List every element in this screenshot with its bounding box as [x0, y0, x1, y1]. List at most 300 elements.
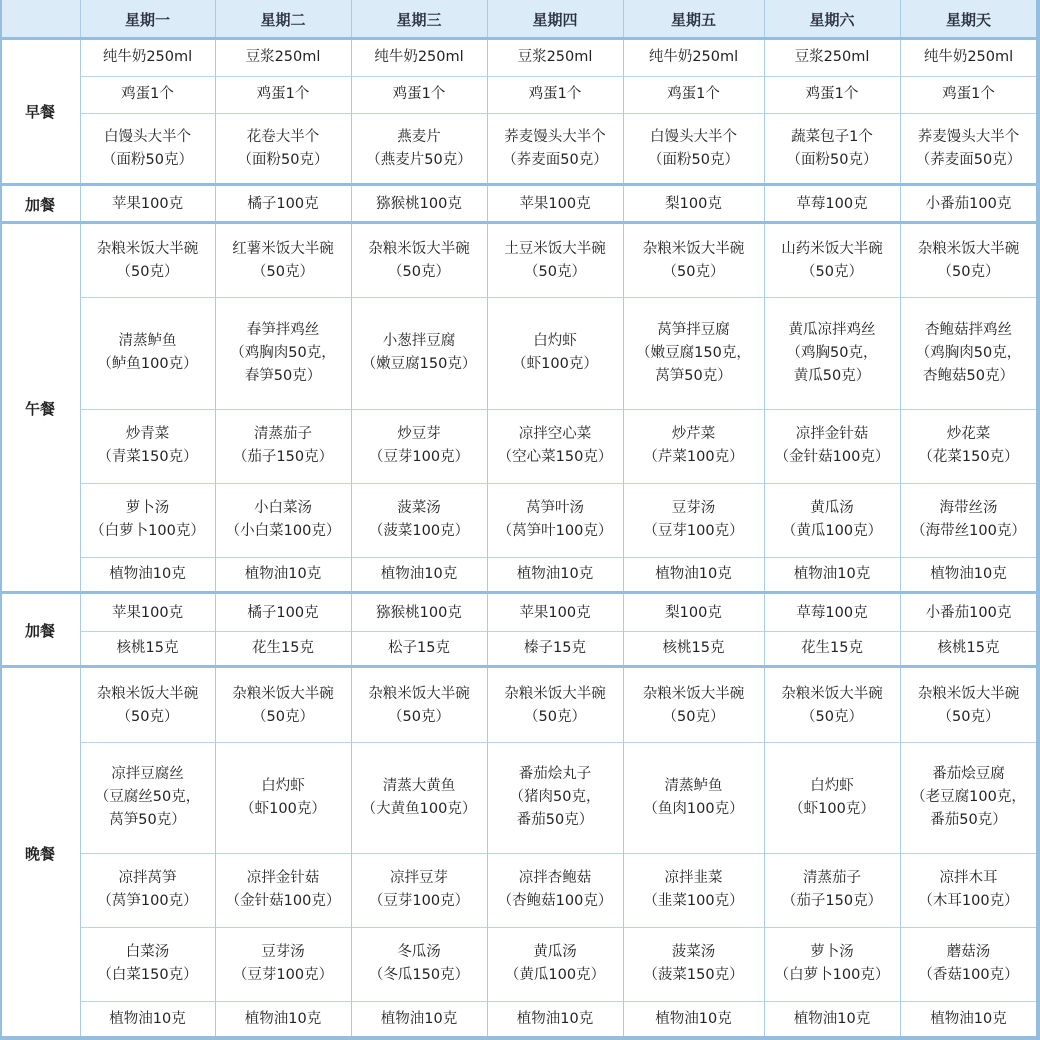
- menu-cell: [351, 1001, 487, 1037]
- menu-cell: [623, 76, 764, 113]
- menu-cell: [215, 187, 351, 222]
- menu-cell: [900, 297, 1037, 409]
- menu-cell: [487, 595, 623, 631]
- menu-line: （茄子150克）: [232, 449, 334, 465]
- row-divider: [80, 927, 1037, 928]
- day-header: 星期二: [215, 0, 351, 38]
- menu-cell: [215, 1001, 351, 1037]
- menu-cell: [351, 669, 487, 742]
- menu-line: 小白菜汤: [254, 500, 312, 516]
- menu-line: （白萝卜100克）: [90, 523, 205, 539]
- row-divider: [80, 631, 1037, 632]
- menu-cell: [764, 113, 900, 184]
- menu-cell: [487, 225, 623, 297]
- menu-line: 番茄烩丸子: [518, 766, 592, 782]
- menu-cell: [351, 76, 487, 113]
- menu-line: 凉拌豆腐丝: [111, 766, 184, 782]
- column-divider: [80, 0, 81, 1040]
- menu-line: 草莓100克: [796, 604, 868, 621]
- menu-cell: [351, 853, 487, 927]
- row-divider: [80, 742, 1037, 743]
- menu-line: （莴笋叶100克）: [497, 523, 613, 539]
- menu-line: 山药米饭大半碗: [781, 241, 883, 257]
- menu-line: （金针菇100克）: [774, 449, 890, 465]
- menu-line: 植物油10克: [930, 566, 1007, 582]
- column-divider: [900, 0, 901, 1040]
- menu-line: （海带丝100克）: [911, 523, 1026, 539]
- menu-line: 白馒头大半个: [104, 128, 191, 145]
- menu-cell: [623, 853, 764, 927]
- menu-line: 植物油10克: [109, 566, 186, 582]
- menu-cell: [80, 853, 215, 927]
- row-divider: [80, 1001, 1037, 1002]
- menu-cell: [351, 927, 487, 1001]
- menu-line: 植物油10克: [380, 1010, 458, 1027]
- menu-line: （冬瓜150克）: [368, 967, 470, 983]
- menu-line: 苹果100克: [111, 604, 184, 621]
- menu-line: 杂粮米饭大半碗: [781, 685, 883, 702]
- section-divider: [0, 183, 1040, 186]
- menu-cell: [80, 742, 215, 853]
- menu-line: （50克）: [937, 708, 1000, 725]
- menu-cell: [764, 1001, 900, 1037]
- menu-line: 炒青菜: [125, 426, 170, 442]
- menu-line: 萝卜汤: [810, 944, 854, 960]
- menu-line: （青菜150克）: [97, 449, 198, 465]
- menu-line: （黄瓜100克）: [504, 967, 606, 983]
- menu-cell: [80, 297, 215, 409]
- menu-cell: [900, 742, 1037, 853]
- menu-cell: [215, 927, 351, 1001]
- menu-cell: [80, 631, 215, 666]
- menu-line: 核桃15克: [116, 640, 179, 656]
- menu-line: 松子15克: [388, 640, 450, 656]
- menu-line: 凉拌莴笋: [118, 870, 177, 886]
- menu-line: 清蒸大黄鱼: [382, 777, 456, 794]
- menu-line: （鲈鱼100克）: [97, 356, 198, 372]
- menu-line: 白馒头大半个: [650, 128, 737, 145]
- section-divider: [0, 665, 1040, 668]
- menu-line: （鸡胸肉50克，: [915, 344, 1022, 361]
- menu-cell: [623, 409, 764, 483]
- menu-line: 植物油10克: [244, 1010, 322, 1027]
- menu-cell: [215, 76, 351, 113]
- menu-line: 鸡蛋1个: [392, 86, 446, 102]
- menu-line: （鸡胸肉50克，: [230, 344, 336, 361]
- menu-cell: [80, 38, 215, 76]
- menu-cell: [764, 483, 900, 557]
- menu-cell: [623, 187, 764, 222]
- menu-line: 杂粮米饭大半碗: [642, 241, 745, 257]
- row-divider: [80, 113, 1037, 114]
- menu-line: （豆芽100克）: [643, 523, 744, 539]
- menu-line: （50克）: [252, 708, 314, 725]
- menu-line: （50克）: [116, 264, 179, 280]
- menu-line: （荞麦面50克）: [915, 151, 1022, 168]
- menu-line: 草莓100克: [796, 196, 868, 212]
- menu-line: 白灼虾: [533, 333, 577, 349]
- row-divider: [80, 76, 1037, 77]
- menu-line: （老豆腐100克，: [911, 789, 1026, 805]
- menu-line: 花卷大半个: [246, 128, 320, 145]
- menu-line: （大黄鱼100克）: [361, 800, 477, 817]
- menu-cell: [900, 225, 1037, 297]
- menu-cell: [900, 483, 1037, 557]
- menu-line: 杂粮米饭大半碗: [504, 685, 606, 702]
- menu-cell: [351, 297, 487, 409]
- menu-line: 杂粮米饭大半碗: [96, 685, 199, 702]
- menu-line: （豆芽100克）: [232, 967, 334, 983]
- menu-cell: [764, 742, 900, 853]
- menu-line: （莴笋100克）: [97, 893, 198, 909]
- menu-line: 植物油10克: [109, 1010, 186, 1027]
- menu-line: 杏鲍菇50克）: [923, 367, 1014, 384]
- menu-line: （白萝卜100克）: [774, 967, 890, 983]
- menu-line: 荞麦馒头大半个: [917, 128, 1020, 145]
- day-header: 星期天: [900, 0, 1037, 38]
- menu-cell: [623, 113, 764, 184]
- menu-cell: [623, 927, 764, 1001]
- column-divider: [623, 0, 624, 1040]
- menu-line: 海带丝汤: [939, 500, 998, 516]
- menu-line: （韭菜100克）: [643, 893, 744, 909]
- menu-line: 杂粮米饭大半碗: [368, 241, 470, 257]
- menu-cell: [764, 187, 900, 222]
- menu-cell: [80, 483, 215, 557]
- meal-label: 加餐: [0, 187, 80, 222]
- menu-line: （白菜150克）: [97, 967, 198, 983]
- row-divider: [80, 853, 1037, 854]
- menu-cell: [900, 631, 1037, 666]
- menu-line: 杂粮米饭大半碗: [96, 241, 199, 257]
- menu-line: （金针菇100克）: [225, 893, 341, 909]
- menu-cell: [215, 297, 351, 409]
- menu-line: 榛子15克: [524, 640, 586, 656]
- table-border: [0, 0, 2, 1040]
- menu-line: 黄瓜汤: [533, 944, 577, 960]
- menu-cell: [623, 595, 764, 631]
- menu-line: 荞麦馒头大半个: [504, 128, 606, 145]
- menu-line: 鸡蛋1个: [528, 86, 582, 102]
- menu-line: 鸡蛋1个: [121, 86, 174, 102]
- menu-line: 杂粮米饭大半碗: [642, 685, 745, 702]
- menu-line: 清蒸鲈鱼: [664, 777, 723, 794]
- menu-line: 春笋50克）: [244, 367, 322, 384]
- menu-line: 凉拌豆芽: [390, 870, 448, 886]
- menu-cell: [80, 225, 215, 297]
- menu-line: 土豆米饭大半碗: [504, 241, 606, 257]
- section-divider: [0, 37, 1040, 40]
- menu-cell: [764, 631, 900, 666]
- menu-cell: [215, 225, 351, 297]
- menu-line: 橘子100克: [247, 196, 319, 212]
- menu-line: 纯牛奶250ml: [374, 48, 464, 65]
- menu-line: 莴笋50克）: [109, 812, 186, 828]
- menu-cell: [215, 38, 351, 76]
- menu-line: 萝卜汤: [125, 500, 170, 516]
- menu-line: （50克）: [116, 708, 179, 725]
- menu-line: （50克）: [388, 264, 450, 280]
- menu-line: 苹果100克: [519, 604, 591, 621]
- menu-cell: [351, 187, 487, 222]
- menu-line: 凉拌金针菇: [246, 870, 320, 886]
- menu-line: （空心菜150克）: [497, 449, 613, 465]
- menu-cell: [487, 669, 623, 742]
- menu-cell: [487, 631, 623, 666]
- menu-line: （菠菜150克）: [643, 967, 744, 983]
- menu-line: 鸡蛋1个: [667, 86, 720, 102]
- menu-line: 燕麦片: [397, 128, 441, 145]
- menu-cell: [487, 409, 623, 483]
- menu-line: （面粉50克）: [786, 151, 878, 168]
- menu-cell: [80, 113, 215, 184]
- menu-line: 清蒸茄子: [254, 426, 312, 442]
- menu-cell: [80, 595, 215, 631]
- menu-line: 梨100克: [665, 604, 722, 621]
- menu-cell: [215, 631, 351, 666]
- menu-cell: [80, 557, 215, 592]
- menu-cell: [487, 742, 623, 853]
- row-divider: [80, 297, 1037, 298]
- menu-cell: [623, 669, 764, 742]
- menu-line: 番茄50克）: [930, 812, 1007, 828]
- menu-line: 植物油10克: [793, 566, 871, 582]
- menu-cell: [900, 669, 1037, 742]
- menu-cell: [351, 557, 487, 592]
- menu-line: 炒芹菜: [671, 426, 716, 442]
- menu-line: 植物油10克: [516, 1010, 594, 1027]
- menu-cell: [900, 927, 1037, 1001]
- menu-cell: [487, 187, 623, 222]
- menu-line: 蘑菇汤: [946, 944, 991, 960]
- menu-line: 橘子100克: [247, 604, 319, 621]
- menu-cell: [351, 483, 487, 557]
- menu-cell: [764, 927, 900, 1001]
- menu-line: （花菜150克）: [918, 449, 1019, 465]
- menu-line: 莴笋拌豆腐: [657, 321, 730, 338]
- menu-line: 猕猴桃100克: [376, 604, 462, 621]
- day-header: 星期一: [80, 0, 215, 38]
- menu-line: （面粉50克）: [237, 151, 329, 168]
- menu-line: （黄瓜100克）: [781, 523, 883, 539]
- row-divider: [80, 483, 1037, 484]
- menu-cell: [487, 38, 623, 76]
- menu-line: （50克）: [662, 708, 725, 725]
- menu-cell: [764, 853, 900, 927]
- menu-line: （小白菜100克）: [225, 523, 341, 539]
- menu-cell: [764, 669, 900, 742]
- menu-line: 炒豆芽: [397, 426, 441, 442]
- menu-line: 苹果100克: [519, 196, 591, 212]
- menu-cell: [80, 187, 215, 222]
- menu-cell: [351, 409, 487, 483]
- menu-line: （杏鲍菇100克）: [497, 893, 613, 909]
- menu-line: （50克）: [662, 264, 725, 280]
- menu-cell: [351, 742, 487, 853]
- menu-line: 蔬菜包子1个: [791, 128, 873, 145]
- menu-line: 核桃15克: [937, 640, 1000, 656]
- table-border: [0, 1036, 1040, 1040]
- menu-line: （鱼肉100克）: [643, 800, 744, 817]
- menu-line: 杂粮米饭大半碗: [917, 241, 1020, 257]
- menu-line: 豆浆250ml: [517, 48, 593, 65]
- menu-line: （香菇100克）: [918, 967, 1019, 983]
- menu-cell: [487, 1001, 623, 1037]
- menu-cell: [80, 409, 215, 483]
- menu-cell: [487, 76, 623, 113]
- menu-cell: [764, 76, 900, 113]
- menu-cell: [623, 1001, 764, 1037]
- menu-line: （茄子150克）: [781, 893, 883, 909]
- menu-line: （虾100克）: [240, 800, 326, 817]
- day-header: 星期五: [623, 0, 764, 38]
- menu-cell: [351, 631, 487, 666]
- menu-cell: [764, 297, 900, 409]
- menu-line: 黄瓜汤: [810, 500, 854, 516]
- menu-line: 鸡蛋1个: [256, 86, 310, 102]
- menu-cell: [764, 409, 900, 483]
- menu-cell: [623, 557, 764, 592]
- menu-line: （虾100克）: [512, 356, 598, 372]
- menu-cell: [764, 557, 900, 592]
- menu-cell: [623, 631, 764, 666]
- menu-line: 凉拌韭菜: [664, 870, 723, 886]
- row-divider: [80, 409, 1037, 410]
- menu-cell: [900, 76, 1037, 113]
- menu-line: 植物油10克: [655, 566, 732, 582]
- menu-line: （50克）: [801, 264, 863, 280]
- menu-line: 梨100克: [665, 196, 722, 212]
- menu-line: 豆芽汤: [261, 944, 305, 960]
- row-divider: [80, 557, 1037, 558]
- menu-line: 菠菜汤: [671, 944, 716, 960]
- menu-line: （豆腐丝50克，: [94, 789, 201, 805]
- menu-cell: [900, 853, 1037, 927]
- menu-cell: [487, 297, 623, 409]
- menu-line: 植物油10克: [930, 1010, 1007, 1027]
- menu-line: 炒花菜: [946, 426, 991, 442]
- menu-line: 纯牛奶250ml: [923, 48, 1014, 65]
- column-divider: [351, 0, 352, 1040]
- menu-line: 豆浆250ml: [794, 48, 870, 65]
- menu-cell: [487, 483, 623, 557]
- menu-line: （面粉50克）: [102, 151, 193, 168]
- menu-cell: [80, 927, 215, 1001]
- menu-line: 黄瓜凉拌鸡丝: [788, 321, 876, 338]
- menu-line: 小番茄100克: [925, 196, 1012, 212]
- menu-line: （50克）: [388, 708, 450, 725]
- menu-line: 鸡蛋1个: [805, 86, 859, 102]
- menu-cell: [487, 927, 623, 1001]
- menu-cell: [215, 742, 351, 853]
- menu-cell: [900, 38, 1037, 76]
- menu-line: 春笋拌鸡丝: [246, 321, 320, 338]
- section-divider: [0, 221, 1040, 224]
- menu-line: 杂粮米饭大半碗: [917, 685, 1020, 702]
- menu-line: 白灼虾: [261, 777, 305, 794]
- menu-line: 植物油10克: [793, 1010, 871, 1027]
- day-header: 星期四: [487, 0, 623, 38]
- menu-cell: [351, 595, 487, 631]
- menu-cell: [623, 297, 764, 409]
- menu-line: 凉拌木耳: [939, 870, 998, 886]
- menu-line: 清蒸鲈鱼: [118, 333, 177, 349]
- menu-cell: [215, 595, 351, 631]
- menu-line: （豆芽100克）: [368, 893, 470, 909]
- menu-line: 番茄50克）: [516, 812, 594, 828]
- menu-line: 豆浆250ml: [245, 48, 321, 65]
- menu-cell: [900, 595, 1037, 631]
- menu-cell: [623, 483, 764, 557]
- menu-line: 杂粮米饭大半碗: [232, 685, 334, 702]
- menu-cell: [623, 742, 764, 853]
- menu-cell: [487, 557, 623, 592]
- menu-cell: [900, 1001, 1037, 1037]
- menu-line: 鸡蛋1个: [942, 86, 995, 102]
- menu-line: 豆芽汤: [671, 500, 716, 516]
- menu-cell: [487, 853, 623, 927]
- menu-line: 花生15克: [252, 640, 314, 656]
- menu-line: （木耳100克）: [918, 893, 1019, 909]
- menu-line: 纯牛奶250ml: [102, 48, 193, 65]
- menu-cell: [215, 669, 351, 742]
- menu-cell: [900, 409, 1037, 483]
- menu-line: （芹菜100克）: [643, 449, 744, 465]
- menu-line: （豆芽100克）: [368, 449, 470, 465]
- menu-line: 花生15克: [801, 640, 863, 656]
- menu-cell: [80, 76, 215, 113]
- header-corner: [0, 0, 80, 38]
- column-divider: [487, 0, 488, 1040]
- menu-cell: [764, 225, 900, 297]
- menu-line: （荞麦面50克）: [502, 151, 608, 168]
- menu-line: （菠菜100克）: [368, 523, 470, 539]
- menu-line: 凉拌空心菜: [518, 426, 592, 442]
- menu-line: 番茄烩豆腐: [932, 766, 1005, 782]
- menu-line: 白灼虾: [810, 777, 854, 794]
- menu-line: 清蒸茄子: [803, 870, 861, 886]
- menu-cell: [215, 483, 351, 557]
- menu-line: 菠菜汤: [397, 500, 441, 516]
- menu-line: （50克）: [937, 264, 1000, 280]
- day-header: 星期六: [764, 0, 900, 38]
- menu-line: 冬瓜汤: [397, 944, 441, 960]
- meal-label: 加餐: [0, 595, 80, 666]
- menu-line: 植物油10克: [244, 566, 322, 582]
- menu-line: 杏鲍菇拌鸡丝: [925, 321, 1012, 338]
- menu-line: （燕麦片50克）: [366, 151, 472, 168]
- menu-line: 核桃15克: [662, 640, 725, 656]
- menu-line: 莴笋叶汤: [526, 500, 584, 516]
- day-header: 星期三: [351, 0, 487, 38]
- menu-line: 凉拌杏鲍菇: [518, 870, 592, 886]
- menu-cell: [351, 225, 487, 297]
- menu-cell: [215, 557, 351, 592]
- menu-cell: [900, 557, 1037, 592]
- menu-cell: [215, 409, 351, 483]
- menu-line: 植物油10克: [516, 566, 594, 582]
- menu-cell: [623, 225, 764, 297]
- menu-cell: [215, 853, 351, 927]
- menu-line: （50克）: [801, 708, 863, 725]
- menu-cell: [215, 113, 351, 184]
- menu-line: （50克）: [252, 264, 314, 280]
- menu-cell: [80, 669, 215, 742]
- menu-line: 红薯米饭大半碗: [232, 241, 334, 257]
- menu-line: 猕猴桃100克: [376, 196, 462, 212]
- menu-line: 凉拌金针菇: [795, 426, 869, 442]
- meal-label: 晚餐: [0, 669, 80, 1037]
